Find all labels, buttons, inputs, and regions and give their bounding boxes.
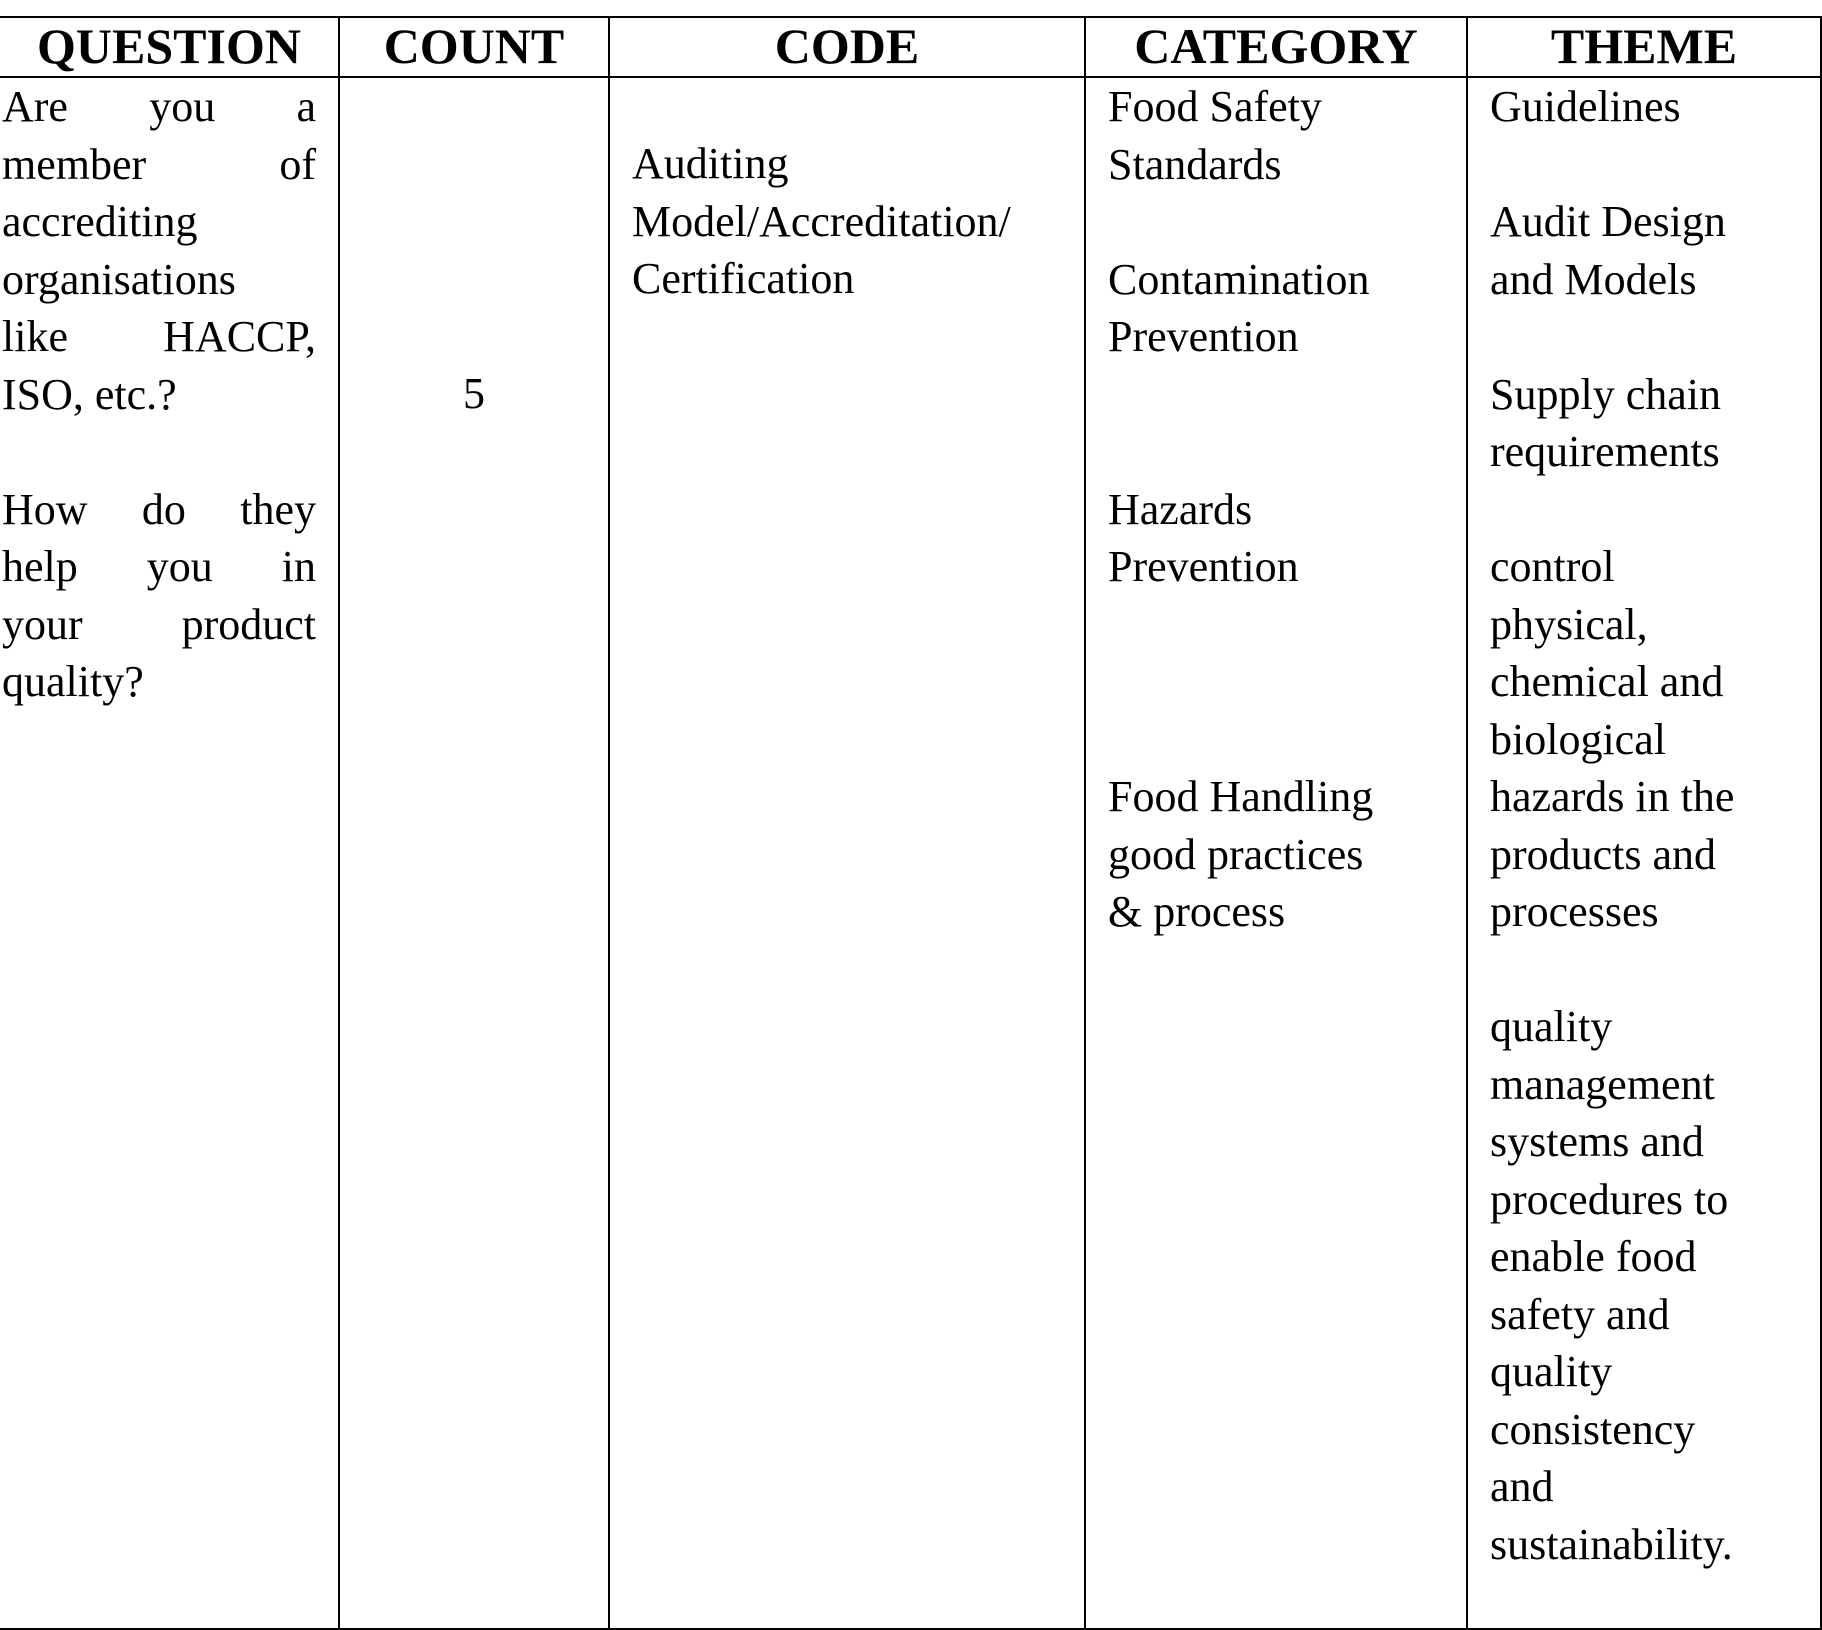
category-line: Contamination [1108,254,1370,304]
code-line: Model/Accreditation/ [632,196,1011,246]
question-line: Are you a [2,82,316,131]
theme-line: products and [1490,829,1717,879]
header-row [0,17,1821,77]
category-line: Standards [1108,139,1282,189]
header-code: CODE [609,17,1085,77]
theme-line: quality [1490,1002,1613,1051]
qualitative-analysis-table [0,16,1822,1630]
code-cell [609,77,1085,1629]
count-cell [339,77,609,1629]
category-line: Prevention [1108,542,1299,591]
theme-line: physical, [1490,599,1648,649]
theme-cell [1467,77,1821,1629]
header-category: CATEGORY [1085,17,1467,77]
table-row [0,77,1821,1629]
code-line: Auditing [632,139,789,188]
count-value: 5 [463,369,485,418]
code-line: Certification [632,254,855,303]
question-line: your product [2,599,316,649]
theme-line: biological [1490,714,1666,764]
theme-line: Supply chain [1490,369,1721,419]
category-line: Prevention [1108,312,1299,361]
header-question: QUESTION [0,17,339,77]
theme-line: requirements [1490,427,1720,476]
theme-line: procedures to [1490,1174,1729,1224]
theme-line: and [1490,1462,1554,1511]
theme-line: processes [1490,887,1659,936]
category-line: Food Safety [1108,82,1322,131]
question-line: How do they [2,484,316,534]
theme-line: chemical and [1490,657,1724,706]
header-count: COUNT [339,17,609,77]
theme-line: safety and [1490,1289,1670,1339]
theme-line: enable food [1490,1232,1697,1281]
theme-line: quality [1490,1347,1613,1396]
question-line: like HACCP, [2,312,316,361]
question-line: organisations [2,254,236,304]
theme-line: consistency [1490,1404,1696,1454]
theme-line: and Models [1490,254,1697,304]
theme-line: Audit Design [1490,197,1726,246]
question-line: ISO, etc.? [2,369,177,419]
question-line: help you in [2,542,316,591]
theme-line: sustainability. [1490,1519,1733,1569]
category-line: Hazards [1108,484,1253,534]
category-line: & process [1108,887,1286,936]
theme-line: control [1490,542,1615,591]
category-line: good practices [1108,829,1364,879]
question-cell [0,77,339,1629]
category-cell [1085,77,1467,1629]
theme-line: systems and [1490,1117,1704,1166]
theme-line: Guidelines [1490,82,1681,131]
question-line: accrediting [2,197,198,246]
question-line: member of [2,139,316,189]
theme-line: hazards in the [1490,772,1735,821]
question-line: quality? [2,657,144,706]
header-theme: THEME [1467,17,1821,77]
theme-line: management [1490,1059,1715,1109]
category-line: Food Handling [1108,772,1374,821]
